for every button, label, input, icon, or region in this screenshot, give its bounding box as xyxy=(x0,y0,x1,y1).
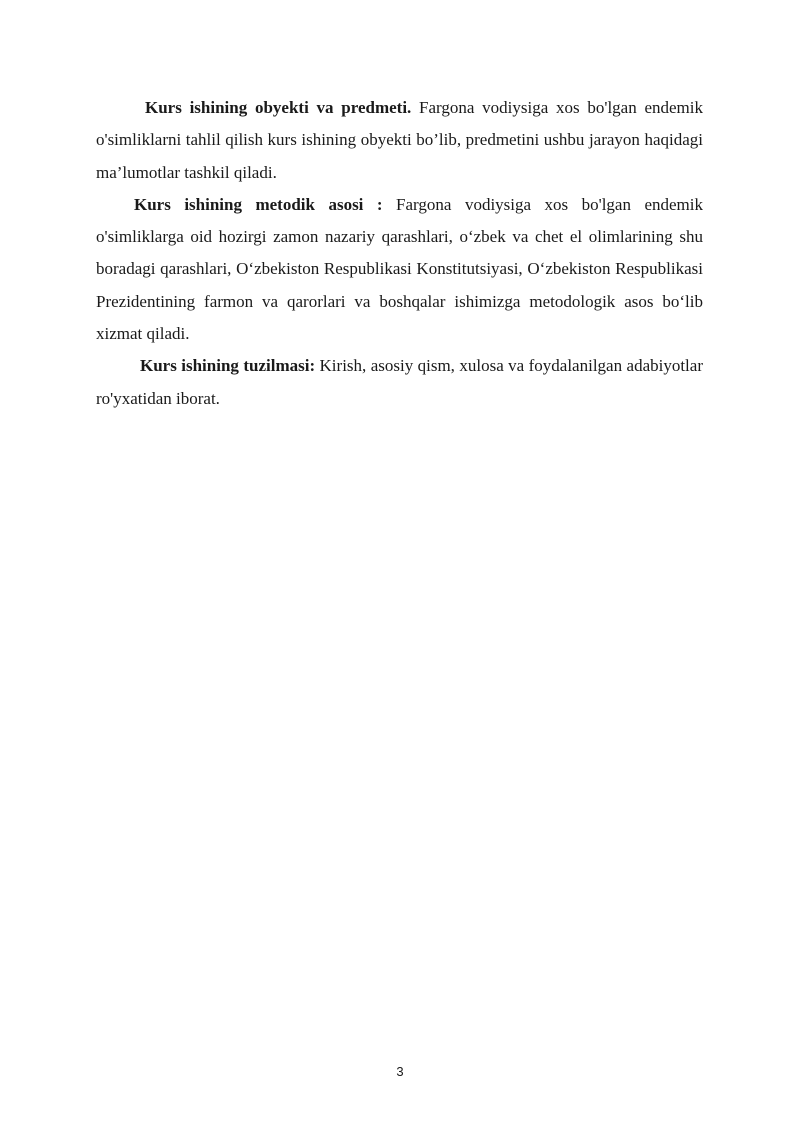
paragraph-object-subject xyxy=(96,92,703,189)
paragraph-methodical-basis xyxy=(96,189,703,350)
paragraph-structure xyxy=(96,350,703,415)
paragraph-heading: Kurs ishining tuzilmasi: xyxy=(140,356,316,376)
paragraph-text: Fargona vodiysiga xos bo'lgan endemik o'simliklarni tahlil qilish kurs ishining obyekti bo’lib, predmetini ushbu jarayon haqidagi ma’lumotlar tashkil qiladi. xyxy=(96,98,703,182)
document-body xyxy=(96,92,703,415)
page-number: 3 xyxy=(396,1064,404,1079)
paragraph-heading: Kurs ishining metodik asosi : xyxy=(134,194,383,214)
paragraph-text: Fargona vodiysiga xos bo'lgan endemik o'simliklarga oid hozirgi zamon nazariy qarashlari, o‘zbek va chet el olimlarining shu boradagi qarashlari, O‘zbekiston Respublikasi Konstitutsiyasi, O‘zbekiston Respublikasi Prezidentining farmon va qarorlari va boshqalar ishimizga metodologik asos bo‘lib xizmat qiladi. xyxy=(96,194,703,344)
paragraph-text: Kirish, asosiy qism, xulosa va foydalanilgan adabiyotlar ro'yxatidan iborat. xyxy=(96,356,703,408)
paragraph-heading: Kurs ishining obyekti va predmeti. xyxy=(145,98,412,117)
